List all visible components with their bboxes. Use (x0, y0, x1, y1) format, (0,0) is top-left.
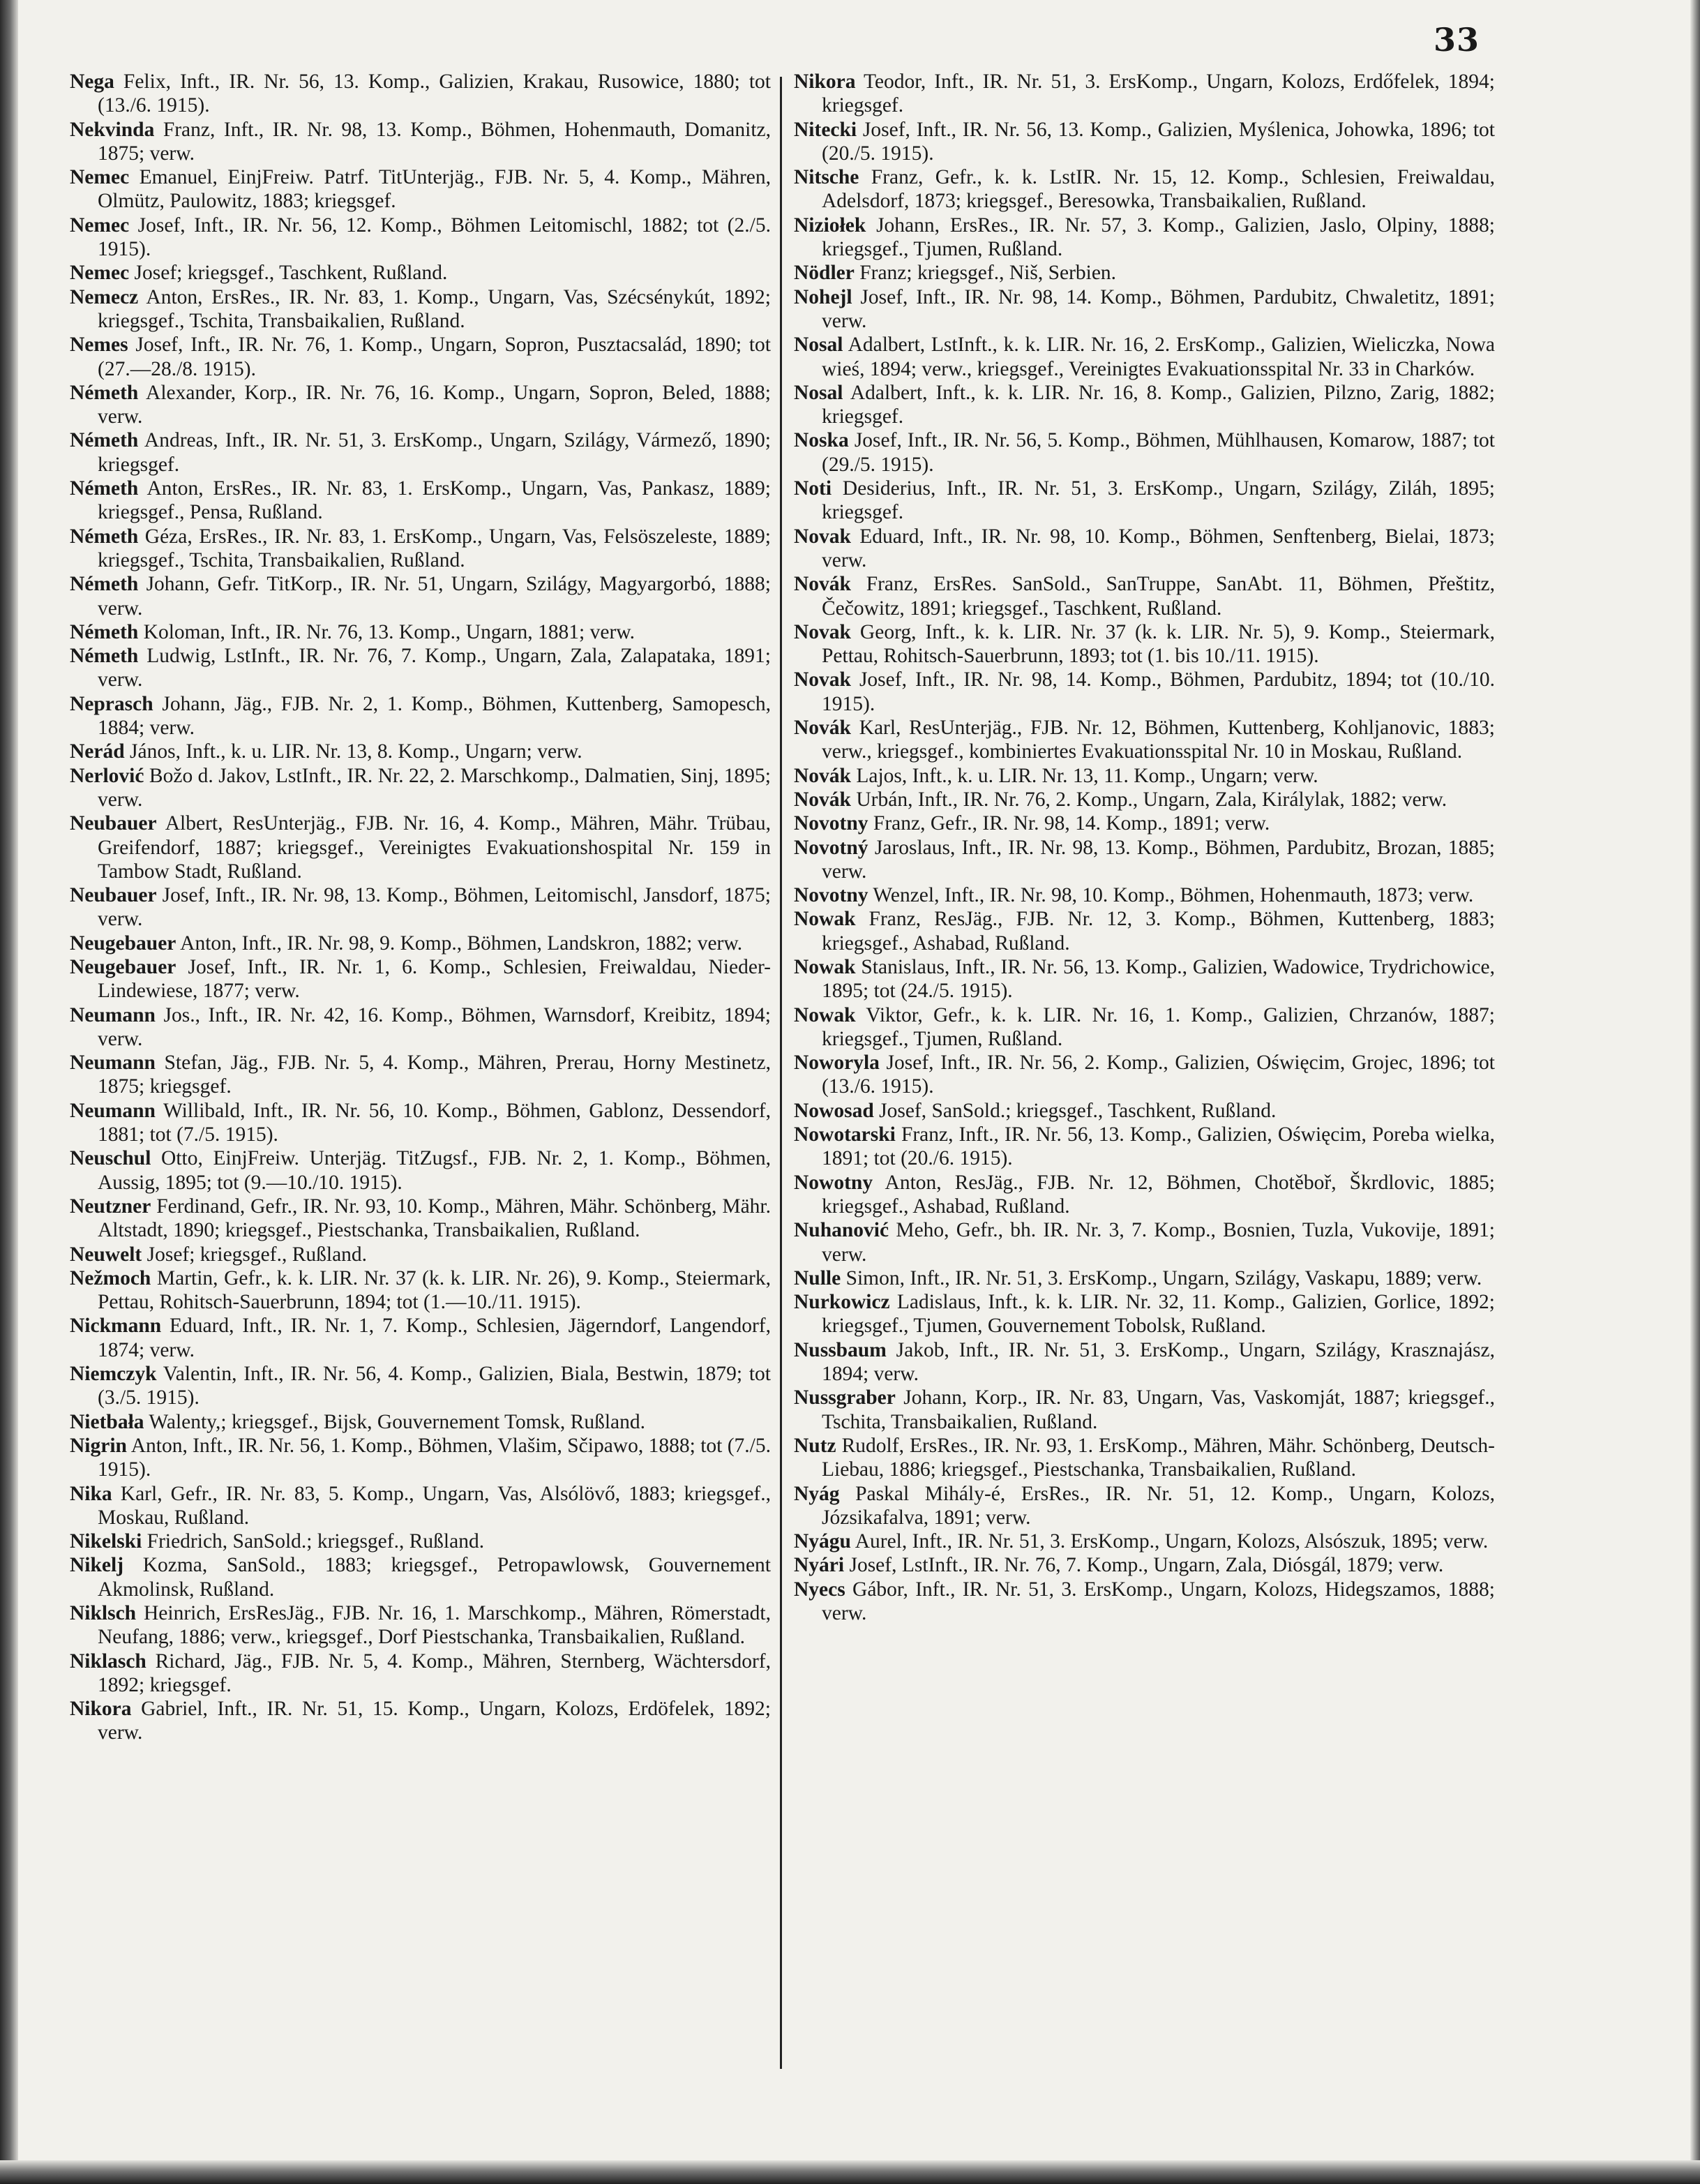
list-entry (70, 1601, 771, 1650)
list-entry (794, 1003, 1495, 1052)
entry-details: János, Inft., k. u. LIR. Nr. 13, 8. Komp., Ungarn; verw. (124, 740, 582, 763)
list-entry (70, 477, 771, 525)
list-entry (794, 788, 1495, 811)
entry-surname: Nega (70, 70, 114, 93)
scan-edge-right (1690, 0, 1700, 2184)
scan-edge-bottom (0, 2160, 1700, 2184)
entry-surname: Nemec (70, 214, 130, 237)
entry-surname: Nohejl (794, 285, 852, 308)
entry-details: Anton, ErsRes., IR. Nr. 83, 1. ErsKomp., Ungarn, Vas, Pankasz, 1889; kriegsgef., Pensa, Rußland. (98, 477, 771, 524)
entry-details: Eduard, Inft., IR. Nr. 1, 7. Komp., Schlesien, Jägerndorf, Langendorf, 1874; verw. (98, 1315, 771, 1361)
list-entry (794, 1266, 1495, 1290)
entry-surname: Nyág (794, 1482, 840, 1505)
list-entry (70, 1553, 771, 1601)
list-entry (70, 118, 771, 166)
list-entry (70, 692, 771, 740)
entry-surname: Nikelj (70, 1554, 124, 1577)
right-column (794, 70, 1495, 1625)
entry-surname: Niziołek (794, 214, 866, 237)
entry-surname: Neubauer (70, 812, 157, 835)
entry-details: Jaroslaus, Inft., IR. Nr. 98, 13. Komp., Böhmen, Pardubitz, Brozan, 1885; verw. (822, 836, 1495, 883)
entry-details: Anton, ResJäg., FJB. Nr. 12, Böhmen, Chotěboř, Škrdlovic, 1885; kriegsgef., Ashabad, Rußland. (822, 1171, 1495, 1218)
entry-surname: Neugebauer (70, 932, 176, 955)
list-entry (794, 477, 1495, 525)
entry-details: Karl, ResUnterjäg., FJB. Nr. 12, Böhmen, Kuttenberg, Kohljanovic, 1883; verw., kriegsgef., kombiniertes Evakuationsspital Nr. 10 in Moskau, Rußland. (822, 717, 1495, 763)
entry-details: Géza, ErsRes., IR. Nr. 83, 1. ErsKomp., Ungarn, Vas, Felsöszeleste, 1889; kriegsgef., Tschita, Transbaikalien, Rußland. (98, 525, 771, 571)
list-entry (70, 1314, 771, 1362)
entry-details: Adalbert, LstInft., k. k. LIR. Nr. 16, 2. ErsKomp., Galizien, Wieliczka, Nowa wieś, 1894; verw., kriegsgef., Vereinigtes Evakuationsspital Nr. 33 in Charków. (822, 334, 1495, 380)
list-entry (70, 428, 771, 477)
entry-surname: Neumann (70, 1003, 156, 1026)
column-divider (780, 77, 782, 2069)
list-entry (794, 261, 1495, 285)
entry-surname: Neuschul (70, 1147, 151, 1170)
entry-surname: Noworyla (794, 1052, 880, 1075)
entry-details: Franz, Inft., IR. Nr. 98, 13. Komp., Böhmen, Hohenmauth, Domanitz, 1875; verw. (98, 118, 771, 165)
list-entry (794, 764, 1495, 788)
entry-details: Franz, ErsRes. SanSold., SanTruppe, SanAbt. 11, Böhmen, Přeštitz, Čečowitz, 1891; kriegsgef., Taschkent, Rußland. (822, 573, 1495, 620)
entry-surname: Nikora (794, 70, 856, 93)
list-entry (70, 525, 771, 573)
entry-surname: Németh (70, 620, 139, 643)
entry-surname: Nemes (70, 334, 128, 357)
entry-surname: Nemec (70, 166, 130, 189)
list-entry (794, 1290, 1495, 1338)
entry-details: Franz, Inft., IR. Nr. 56, 13. Komp., Galizien, Oświęcim, Poreba wielka, 1891; tot (20./6. 1915). (822, 1123, 1495, 1170)
list-entry (794, 955, 1495, 1003)
entry-surname: Neubauer (70, 884, 157, 907)
entry-surname: Nowotarski (794, 1123, 896, 1146)
entry-surname: Noska (794, 429, 849, 452)
entry-details: Teodor, Inft., IR. Nr. 51, 3. ErsKomp., Ungarn, Kolozs, Erdőfelek, 1894; kriegsgef. (822, 70, 1495, 117)
entry-surname: Nosal (794, 334, 843, 357)
entry-surname: Németh (70, 525, 139, 548)
list-entry (794, 118, 1495, 166)
list-entry (70, 1482, 771, 1530)
list-entry (794, 165, 1495, 214)
entry-surname: Nitsche (794, 166, 859, 189)
entry-details: Josef, SanSold.; kriegsgef., Taschkent, Rußland. (873, 1099, 1277, 1122)
entry-details: Johann, ErsRes., IR. Nr. 57, 3. Komp., Galizien, Jaslo, Olpiny, 1888; kriegsgef., Tjumen, Rußland. (822, 214, 1495, 261)
entry-surname: Nurkowicz (794, 1291, 890, 1314)
entry-surname: Németh (70, 429, 139, 452)
entry-details: Walenty,; kriegsgef., Bijsk, Gouvernement Tomsk, Rußland. (144, 1410, 646, 1433)
list-entry (70, 811, 771, 883)
entry-surname: Novák (794, 717, 851, 740)
list-entry (794, 428, 1495, 477)
entry-details: Franz, ResJäg., FJB. Nr. 12, 3. Komp., Böhmen, Kuttenberg, 1883; kriegsgef., Ashabad, Rußland. (822, 908, 1495, 955)
entry-surname: Nemecz (70, 285, 139, 308)
list-entry (70, 165, 771, 214)
list-entry (70, 333, 771, 381)
entry-surname: Niemczyk (70, 1363, 157, 1386)
list-entry (70, 261, 771, 285)
entry-surname: Németh (70, 381, 139, 404)
list-entry (794, 70, 1495, 118)
entry-details: Josef, Inft., IR. Nr. 56, 13. Komp., Galizien, Myślenica, Johowka, 1896; tot (20./5. 1915). (822, 118, 1495, 165)
entry-surname: Nikora (70, 1698, 132, 1721)
entry-details: Gábor, Inft., IR. Nr. 51, 3. ErsKomp., Ungarn, Kolozs, Hidegszamos, 1888; verw. (822, 1578, 1495, 1624)
entry-surname: Nežmoch (70, 1266, 151, 1289)
list-entry (794, 214, 1495, 262)
list-entry (70, 285, 771, 334)
entry-details: Stefan, Jäg., FJB. Nr. 5, 4. Komp., Mähren, Prerau, Horny Mestinetz, 1875; kriegsgef. (98, 1052, 771, 1098)
entry-surname: Nussbaum (794, 1338, 887, 1361)
entry-details: Meho, Gefr., bh. IR. Nr. 3, 7. Komp., Bosnien, Tuzla, Vukovije, 1891; verw. (822, 1219, 1495, 1266)
entry-details: Anton, Inft., IR. Nr. 56, 1. Komp., Böhmen, Vlašim, Sčipawo, 1888; tot (7./5. 1915). (98, 1434, 771, 1481)
entry-surname: Nyecs (794, 1578, 845, 1601)
list-entry (70, 1146, 771, 1195)
entry-surname: Nuhanović (794, 1219, 889, 1242)
entry-surname: Neuwelt (70, 1243, 142, 1266)
list-entry (794, 333, 1495, 381)
list-entry (794, 907, 1495, 955)
entry-surname: Nika (70, 1482, 112, 1505)
list-entry (794, 1386, 1495, 1434)
list-entry (70, 1650, 771, 1698)
list-entry (70, 1410, 771, 1434)
list-entry (70, 572, 771, 620)
entry-details: Josef; kriegsgef., Taschkent, Rußland. (129, 262, 448, 285)
list-entry (70, 1099, 771, 1147)
entry-details: Desiderius, Inft., IR. Nr. 51, 3. ErsKomp., Ungarn, Szilágy, Ziláh, 1895; kriegsgef. (822, 477, 1495, 524)
list-entry (70, 644, 771, 692)
entry-details: Felix, Inft., IR. Nr. 56, 13. Komp., Galizien, Krakau, Rusowice, 1880; tot (13./6. 1915). (98, 70, 771, 117)
list-entry (794, 1338, 1495, 1386)
entry-surname: Novák (794, 764, 851, 787)
entry-details: Willibald, Inft., IR. Nr. 56, 10. Komp., Böhmen, Gablonz, Dessendorf, 1881; tot (7./5. 1915). (98, 1099, 771, 1146)
list-entry (794, 1171, 1495, 1219)
entry-details: Anton, ErsRes., IR. Nr. 83, 1. Komp., Ungarn, Vas, Szécsénykút, 1892; kriegsgef., Tschita, Transbaikalien, Rußland. (98, 285, 771, 332)
scan-edge-left (0, 0, 18, 2184)
list-entry (70, 620, 771, 644)
entry-details: Josef, Inft., IR. Nr. 98, 14. Komp., Böhmen, Pardubitz, Chwaletitz, 1891; verw. (822, 285, 1495, 332)
entry-details: Johann, Korp., IR. Nr. 83, Ungarn, Vas, Vaskomját, 1887; kriegsgef., Tschita, Transbaikalien, Rußland. (822, 1386, 1495, 1433)
list-entry (70, 1697, 771, 1745)
list-entry (794, 381, 1495, 429)
list-entry (794, 1123, 1495, 1171)
list-entry (794, 1099, 1495, 1123)
entry-details: Josef, Inft., IR. Nr. 1, 6. Komp., Schlesien, Freiwaldau, Nieder-Lindewiese, 1877; verw. (98, 955, 771, 1003)
entry-surname: Niklasch (70, 1650, 146, 1673)
entry-details: Josef, Inft., IR. Nr. 98, 13. Komp., Böhmen, Leitomischl, Jansdorf, 1875; verw. (98, 884, 771, 931)
list-entry (794, 1218, 1495, 1266)
entry-surname: Nemec (70, 262, 130, 285)
entry-details: Anton, Inft., IR. Nr. 98, 9. Komp., Böhmen, Landskron, 1882; verw. (176, 932, 743, 955)
entry-details: Ferdinand, Gefr., IR. Nr. 93, 10. Komp., Mähren, Mähr. Schönberg, Mähr. Altstadt, 1890; kriegsgef., Piestschanka, Transbaikalien, Rußland. (98, 1195, 771, 1242)
entry-surname: Nödler (794, 262, 855, 285)
entry-surname: Neumann (70, 1052, 156, 1075)
entry-surname: Nussgraber (794, 1386, 896, 1409)
entry-details: Josef, Inft., IR. Nr. 76, 1. Komp., Ungarn, Sopron, Pusztacsalád, 1890; tot (27.—28./8. 1915). (98, 334, 771, 380)
entry-details: Eduard, Inft., IR. Nr. 98, 10. Komp., Böhmen, Senftenberg, Bielai, 1873; verw. (822, 525, 1495, 571)
entry-details: Josef, Inft., IR. Nr. 56, 5. Komp., Böhmen, Mühlhausen, Komarow, 1887; tot (29./5. 1915). (822, 429, 1495, 476)
entry-surname: Neumann (70, 1099, 156, 1122)
entry-details: Urbán, Inft., IR. Nr. 76, 2. Komp., Ungarn, Zala, Királylak, 1882; verw. (850, 788, 1447, 811)
entry-surname: Nosal (794, 381, 843, 404)
list-entry (794, 668, 1495, 716)
entry-details: Lajos, Inft., k. u. LIR. Nr. 13, 11. Komp., Ungarn; verw. (850, 764, 1318, 787)
entry-details: Stanislaus, Inft., IR. Nr. 56, 13. Komp., Galizien, Wadowice, Trydrichowice, 1895; tot (24./5. 1915). (822, 955, 1495, 1003)
list-entry (794, 1482, 1495, 1530)
entry-surname: Novak (794, 620, 851, 643)
entry-details: Otto, EinjFreiw. Unterjäg. TitZugsf., FJB. Nr. 2, 1. Komp., Böhmen, Aussig, 1895; tot (9.—10./10. 1915). (98, 1147, 771, 1194)
list-entry (70, 1266, 771, 1315)
list-entry (70, 1243, 771, 1266)
entry-surname: Nekvinda (70, 118, 155, 141)
entry-surname: Neugebauer (70, 955, 176, 978)
entry-details: Albert, ResUnterjäg., FJB. Nr. 16, 4. Komp., Mähren, Mähr. Trübau, Greifendorf, 1887; kriegsgef., Vereinigtes Evakuationshospital Nr. 159 in Tambow Stadt, Rußland. (98, 812, 771, 883)
list-entry (70, 1529, 771, 1553)
entry-surname: Nowak (794, 908, 856, 931)
entry-details: Ludwig, LstInft., IR. Nr. 76, 7. Komp., Ungarn, Zala, Zalapataka, 1891; verw. (98, 645, 771, 691)
entry-surname: Nietbała (70, 1410, 144, 1433)
entry-details: Franz, Gefr., k. k. LstIR. Nr. 15, 12. Komp., Schlesien, Freiwaldau, Adelsdorf, 1873; kriegsgef., Beresowka, Transbaikalien, Rußland. (822, 166, 1495, 213)
entry-details: Jos., Inft., IR. Nr. 42, 16. Komp., Böhmen, Warnsdorf, Kreibitz, 1894; verw. (98, 1003, 771, 1050)
entry-details: Adalbert, Inft., k. k. LIR. Nr. 16, 8. Komp., Galizien, Pilzno, Zarig, 1882; kriegsgef. (822, 381, 1495, 428)
page-number: 33 (1433, 21, 1480, 59)
list-entry (70, 381, 771, 429)
entry-surname: Németh (70, 645, 139, 668)
entry-surname: Nyágu (794, 1530, 851, 1553)
entry-surname: Niklsch (70, 1602, 137, 1624)
list-entry (794, 572, 1495, 620)
entry-surname: Nickmann (70, 1315, 162, 1338)
entry-details: Josef, Inft., IR. Nr. 56, 2. Komp., Galizien, Oświęcim, Grojec, 1896; tot (13./6. 1915). (822, 1052, 1495, 1098)
list-entry (70, 70, 771, 118)
list-entry (70, 764, 771, 812)
entry-surname: Novák (794, 573, 851, 596)
entry-details: Franz; kriegsgef., Niš, Serbien. (854, 262, 1117, 285)
left-column (70, 70, 771, 1745)
list-entry (70, 740, 771, 763)
entry-details: Karl, Gefr., IR. Nr. 83, 5. Komp., Ungarn, Vas, Alsólövő, 1883; kriegsgef., Moskau, Rußland. (98, 1482, 771, 1529)
entry-details: Martin, Gefr., k. k. LIR. Nr. 37 (k. k. LIR. Nr. 26), 9. Komp., Steiermark, Pettau, Rohitsch-Sauerbrunn, 1894; tot (1.—10./11. 1915). (98, 1266, 771, 1314)
entry-surname: Nyári (794, 1554, 845, 1577)
list-entry (70, 883, 771, 932)
entry-surname: Noti (794, 477, 832, 500)
list-entry (70, 1051, 771, 1099)
entry-surname: Nulle (794, 1266, 841, 1289)
entry-surname: Neprasch (70, 692, 153, 715)
entry-details: Emanuel, EinjFreiw. Patrf. TitUnterjäg., FJB. Nr. 5, 4. Komp., Mähren, Olmütz, Paulowitz, 1883; kriegsgef. (98, 166, 771, 213)
entry-surname: Nowotny (794, 1171, 873, 1194)
entry-surname: Novak (794, 668, 851, 691)
entry-surname: Nikelski (70, 1530, 142, 1553)
entry-surname: Nutz (794, 1434, 836, 1457)
list-entry (794, 525, 1495, 573)
list-entry (794, 1553, 1495, 1577)
list-entry (794, 836, 1495, 884)
entry-details: Johann, Jäg., FJB. Nr. 2, 1. Komp., Böhmen, Kuttenberg, Samopesch, 1884; verw. (98, 692, 771, 740)
entry-details: Gabriel, Inft., IR. Nr. 51, 15. Komp., Ungarn, Kolozs, Erdöfelek, 1892; verw. (98, 1698, 771, 1744)
entry-surname: Novotný (794, 836, 868, 859)
entry-details: Jakob, Inft., IR. Nr. 51, 3. ErsKomp., Ungarn, Szilágy, Krasznajász, 1894; verw. (822, 1338, 1495, 1386)
entry-details: Wenzel, Inft., IR. Nr. 98, 10. Komp., Böhmen, Hohenmauth, 1873; verw. (868, 884, 1474, 907)
entry-details: Ladislaus, Inft., k. k. LIR. Nr. 32, 11. Komp., Galizien, Gorlice, 1892; kriegsgef., Tjumen, Gouvernement Tobolsk, Rußland. (822, 1291, 1495, 1338)
entry-surname: Nigrin (70, 1434, 127, 1457)
entry-details: Kozma, SanSold., 1883; kriegsgef., Petropawlowsk, Gouvernement Akmolinsk, Rußland. (98, 1554, 771, 1601)
list-entry (794, 620, 1495, 668)
list-entry (794, 1434, 1495, 1482)
entry-details: Rudolf, ErsRes., IR. Nr. 93, 1. ErsKomp., Mähren, Mähr. Schönberg, Deutsch-Liebau, 1886; kriegsgef., Piestschanka, Transbaikalien, Rußland. (822, 1434, 1495, 1481)
entry-details: Johann, Gefr. TitKorp., IR. Nr. 51, Ungarn, Szilágy, Magyargorbó, 1888; verw. (98, 573, 771, 620)
entry-surname: Neutzner (70, 1195, 151, 1218)
entry-surname: Németh (70, 573, 139, 596)
entry-details: Josef, Inft., IR. Nr. 56, 12. Komp., Böhmen Leitomischl, 1882; tot (2./5. 1915). (98, 214, 771, 261)
entry-details: Andreas, Inft., IR. Nr. 51, 3. ErsKomp., Ungarn, Szilágy, Vármező, 1890; kriegsgef. (98, 429, 771, 476)
entry-surname: Novotny (794, 884, 868, 907)
entry-surname: Novak (794, 525, 851, 548)
list-entry (70, 1195, 771, 1243)
entry-surname: Nowosad (794, 1099, 874, 1122)
entry-details: Koloman, Inft., IR. Nr. 76, 13. Komp., Ungarn, 1881; verw. (138, 620, 635, 643)
list-entry (70, 955, 771, 1003)
entry-details: Georg, Inft., k. k. LIR. Nr. 37 (k. k. LIR. Nr. 5), 9. Komp., Steiermark, Pettau, Rohitsch-Sauerbrunn, 1893; tot (1. bis 10./11. 1915). (822, 620, 1495, 668)
list-entry (794, 1051, 1495, 1099)
entry-details: Josef, Inft., IR. Nr. 98, 14. Komp., Böhmen, Pardubitz, 1894; tot (10./10. 1915). (822, 668, 1495, 715)
entry-details: Valentin, Inft., IR. Nr. 56, 4. Komp., Galizien, Biala, Bestwin, 1879; tot (3./5. 1915). (98, 1363, 771, 1409)
entry-details: Simon, Inft., IR. Nr. 51, 3. ErsKomp., Ungarn, Szilágy, Vaskapu, 1889; verw. (841, 1266, 1482, 1289)
entry-surname: Nowak (794, 1003, 856, 1026)
list-entry (70, 1003, 771, 1052)
entry-details: Franz, Gefr., IR. Nr. 98, 14. Komp., 1891; verw. (868, 812, 1270, 835)
list-entry (794, 285, 1495, 334)
list-entry (70, 1362, 771, 1410)
entry-details: Friedrich, SanSold.; kriegsgef., Rußland. (142, 1530, 485, 1553)
list-entry (70, 214, 771, 262)
entry-surname: Nerád (70, 740, 125, 763)
entry-details: Richard, Jäg., FJB. Nr. 5, 4. Komp., Mähren, Sternberg, Wächtersdorf, 1892; kriegsgef. (98, 1650, 771, 1696)
list-entry (794, 883, 1495, 907)
entry-surname: Nerlović (70, 764, 144, 787)
entry-details: Alexander, Korp., IR. Nr. 76, 16. Komp., Ungarn, Sopron, Beled, 1888; verw. (98, 381, 771, 428)
list-entry (70, 1434, 771, 1482)
entry-details: Aurel, Inft., IR. Nr. 51, 3. ErsKomp., Ungarn, Kolozs, Alsószuk, 1895; verw. (850, 1530, 1489, 1553)
list-entry (794, 716, 1495, 764)
entry-details: Božo d. Jakov, LstInft., IR. Nr. 22, 2. Marschkomp., Dalmatien, Sinj, 1895; verw. (98, 764, 771, 811)
entry-surname: Nowak (794, 955, 856, 978)
entry-details: Josef; kriegsgef., Rußland. (142, 1243, 368, 1266)
list-entry (794, 1578, 1495, 1626)
entry-details: Paskal Mihály-é, ErsRes., IR. Nr. 51, 12. Komp., Ungarn, Kolozs, Józsikafalva, 1891; verw. (822, 1482, 1495, 1529)
entry-surname: Nitecki (794, 118, 857, 141)
list-entry (70, 932, 771, 955)
list-entry (794, 1529, 1495, 1553)
entry-surname: Novák (794, 788, 851, 811)
entry-details: Josef, LstInft., IR. Nr. 76, 7. Komp., Ungarn, Zala, Diósgál, 1879; verw. (844, 1554, 1444, 1577)
entry-details: Viktor, Gefr., k. k. LIR. Nr. 16, 1. Komp., Galizien, Chrzanów, 1887; kriegsgef., Tjumen, Rußland. (822, 1003, 1495, 1050)
list-entry (794, 811, 1495, 835)
entry-details: Heinrich, ErsResJäg., FJB. Nr. 16, 1. Marschkomp., Mähren, Römerstadt, Neufang, 1886; verw., kriegsgef., Dorf Piestschanka, Transbaikalien, Rußland. (98, 1602, 771, 1649)
entry-surname: Németh (70, 477, 139, 500)
entry-surname: Novotny (794, 812, 868, 835)
